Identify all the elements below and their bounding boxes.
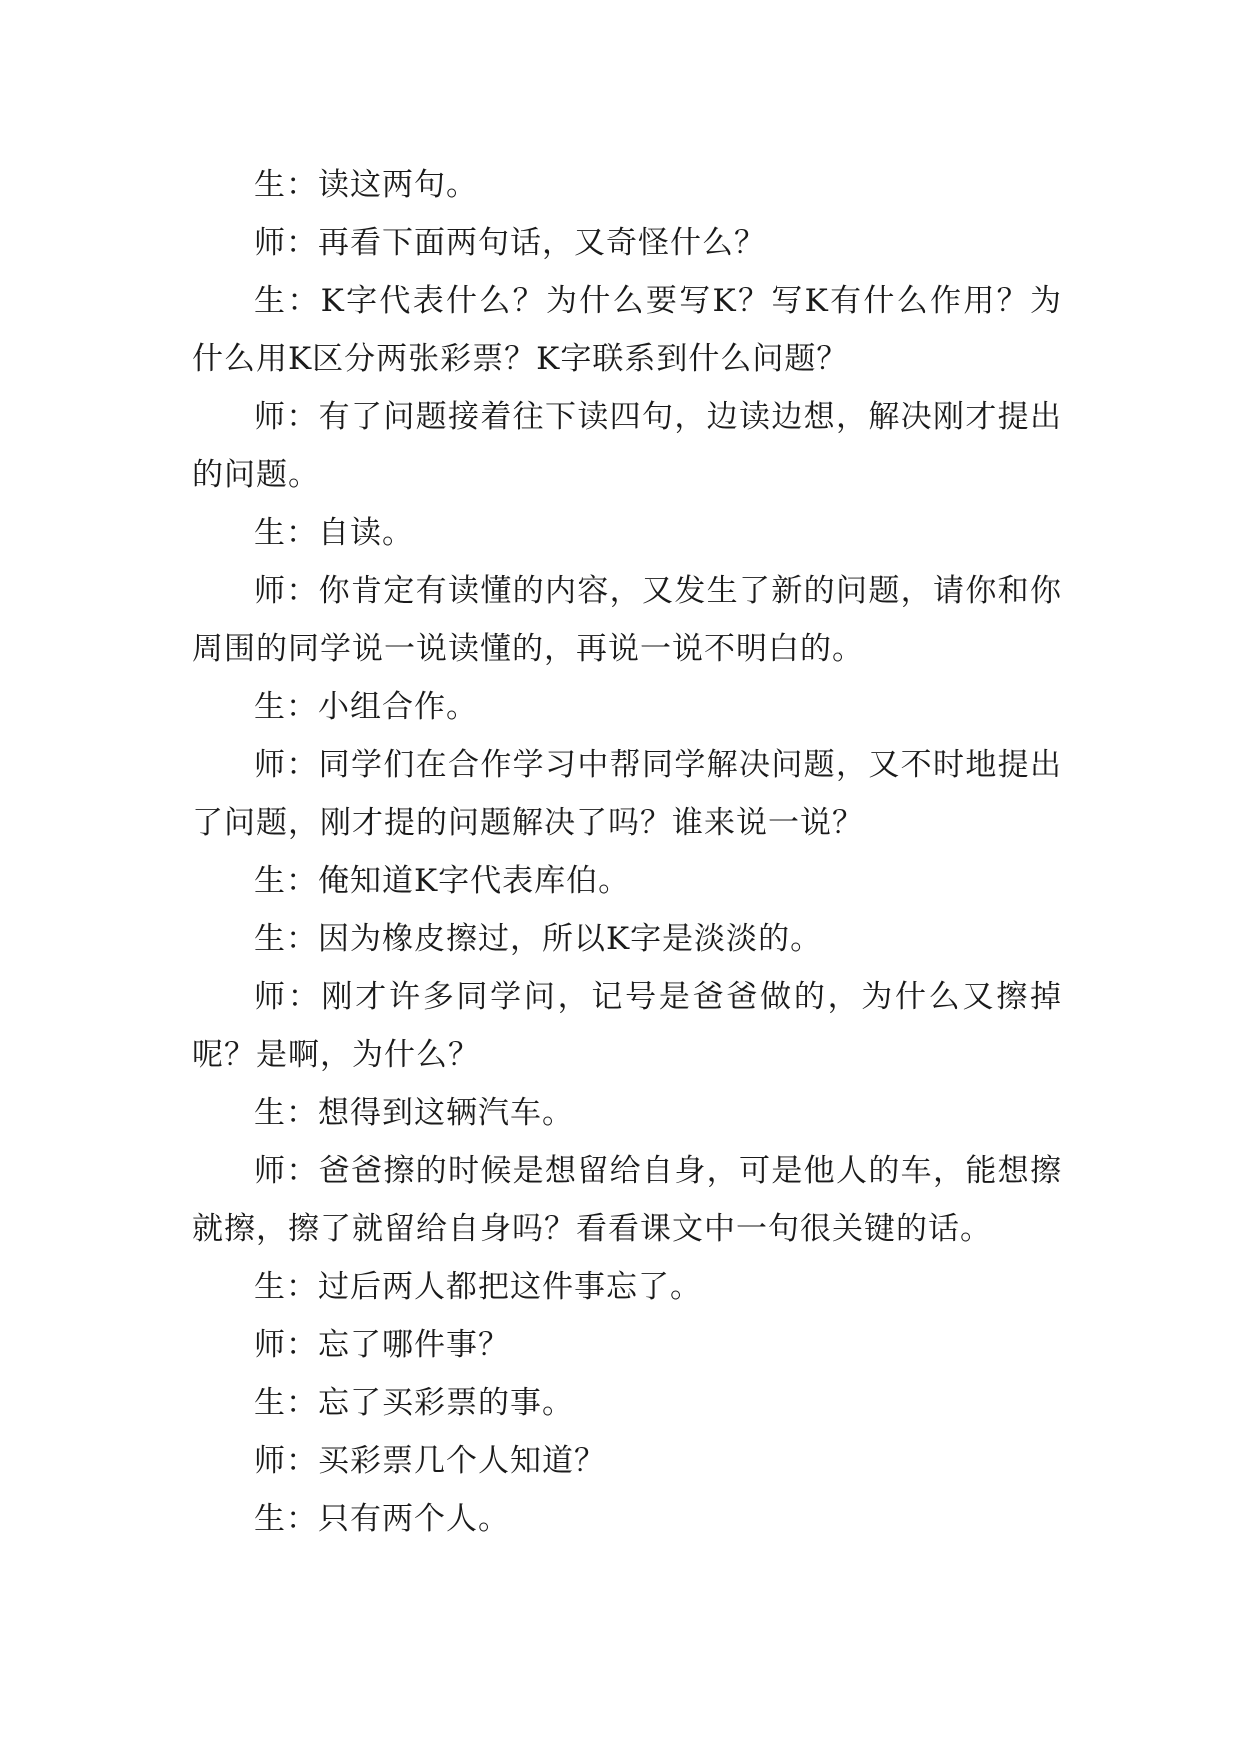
paragraph-3: 生：K字代表什么？为什么要写K？写K有什么作用？为什么用K区分两张彩票？K字联系到什么问题？ [192,283,1062,377]
paragraph-11: 师：刚才许多同学问，记号是爸爸做的，为什么又擦掉呢？是啊，为什么？ [192,979,1062,1073]
paragraph-10: 生：因为橡皮擦过，所以K字是淡淡的。 [254,921,823,957]
dialogue-text [192,156,1062,1548]
paragraph-14: 生：过后两人都把这件事忘了。 [254,1269,702,1305]
paragraph-2: 师：再看下面两句话，又奇怪什么？ [254,225,766,261]
paragraph-13: 师：爸爸擦的时候是想留给自身，可是他人的车，能想擦就擦，擦了就留给自身吗？看看课文中一句很关键的话。 [192,1153,1062,1247]
paragraph-9: 生：俺知道K字代表库伯。 [254,863,631,899]
paragraph-17: 师：买彩票几个人知道？ [254,1443,606,1479]
paragraph-5: 生：自读。 [254,515,414,551]
paragraph-4: 师：有了问题接着往下读四句，边读边想，解决刚才提出的问题。 [192,399,1062,493]
paragraph-18: 生：只有两个人。 [254,1501,510,1537]
paragraph-8: 师：同学们在合作学习中帮同学解决问题，又不时地提出了问题，刚才提的问题解决了吗？谁来说一说？ [192,747,1062,841]
paragraph-7: 生：小组合作。 [254,689,478,725]
paragraph-15: 师：忘了哪件事？ [254,1327,510,1363]
paragraph-16: 生：忘了买彩票的事。 [254,1385,574,1421]
paragraph-6: 师：你肯定有读懂的内容，又发生了新的问题，请你和你周围的同学说一说读懂的，再说一说不明白的。 [192,573,1062,667]
paragraph-12: 生：想得到这辆汽车。 [254,1095,574,1131]
paragraph-1: 生：读这两句。 [254,167,478,203]
